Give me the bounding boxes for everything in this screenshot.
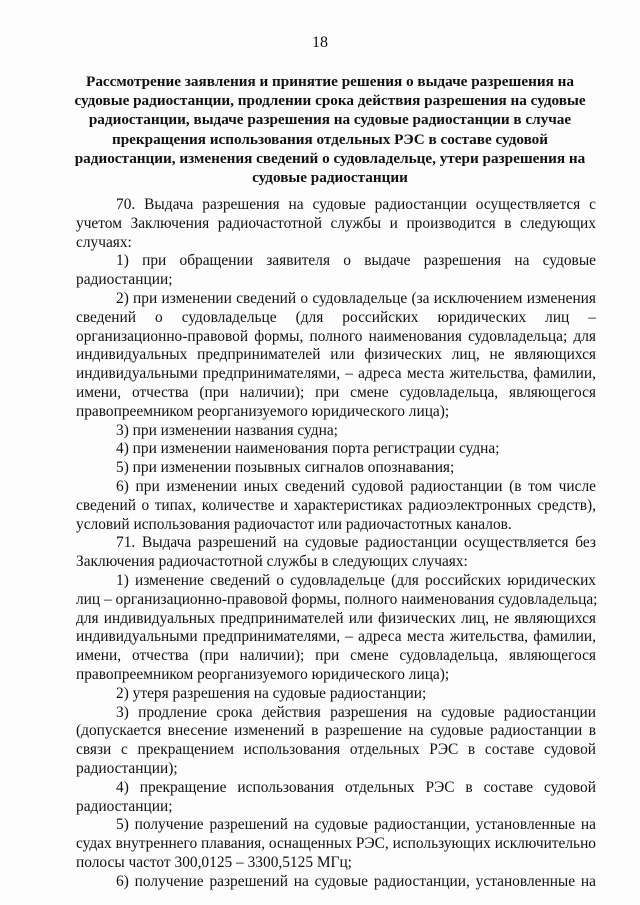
text-line: судах внутреннего плавания, оснащенных РЭС, использующих исключительно (76, 835, 596, 853)
text-line: 3) продление срока действия разрешения на судовые радиостанции (116, 703, 596, 721)
text-line: правопреемником реорганизуемого юридического лица); (76, 665, 450, 683)
text-line: радиостанции); (76, 759, 178, 777)
text-line: 6) при изменении иных сведений судовой радиостанции (в том числе (116, 477, 596, 495)
heading-line: судовые радиостанции, продлении срока действия разрешения на судовые (74, 92, 586, 110)
heading-line: Рассмотрение заявления и принятие решения о выдаче разрешения на (86, 73, 574, 90)
text-line: лиц – организационно-правовой формы, полного наименования судовладельца; (76, 590, 598, 608)
text-line: радиостанции; (76, 271, 173, 289)
text-line: 5) при изменении позывных сигналов опознавания; (116, 459, 455, 477)
text-line: 6) получение разрешений на судовые радиостанции, установленные на (116, 872, 596, 890)
text-line: имени, отчества (при наличии); при смене судовладельца, являющегося (76, 383, 596, 401)
text-line: индивидуальных предпринимателей или физических лиц, не являющихся (76, 346, 596, 364)
text-line: сведений о типах, количестве и характеристиках радиоэлектронных средств), (76, 496, 596, 514)
text-line: случаях: (76, 233, 132, 251)
text-line: индивидуальными предпринимателями, – адреса места жительства, фамилии, (76, 628, 596, 646)
heading-line: судовые радиостанции (252, 169, 408, 187)
heading-line: радиостанции, выдаче разрешения на судовые радиостанции в случае (88, 111, 572, 129)
document-body (76, 196, 596, 891)
text-line: полосы частот 300,0125 – 3300,5125 МГц; (76, 853, 352, 871)
text-line: организационно-правовой формы, полного наименования судовладельца; для (76, 327, 596, 345)
text-line: сведений о судовладельце (для российских юридических лиц – (76, 308, 596, 326)
text-line: учетом Заключения радиочастотной службы и производится в следующих (76, 214, 596, 232)
text-line: 3) при изменении названия судна; (116, 421, 338, 439)
text-line: Заключения радиочастотной службы в следующих случаях: (76, 553, 468, 571)
page-number: 18 (312, 34, 328, 51)
section-heading (70, 72, 590, 187)
text-line: 70. Выдача разрешения на судовые радиостанции осуществляется с (116, 196, 596, 213)
text-line: связи с прекращением использования отдельных РЭС в составе судовой (76, 741, 596, 759)
text-line: 5) получение разрешений на судовые радиостанции, установленные на (116, 816, 596, 834)
text-line: 4) при изменении наименования порта регистрации судна; (116, 440, 500, 458)
text-line: радиостанции; (76, 797, 173, 815)
text-line: (допускается внесение изменений в разрешение на судовые радиостанции в (76, 722, 596, 740)
text-line: условий использования радиочастот или радиочастотных каналов. (76, 515, 512, 533)
text-line: правопреемником реорганизуемого юридического лица); (76, 402, 450, 420)
text-line: 1) изменение сведений о судовладельце (для российских юридических (116, 571, 596, 589)
heading-line: прекращения использования отдельных РЭС в составе судовой (111, 130, 549, 148)
text-line: индивидуальными предпринимателями, – адреса места жительства, фамилии, (76, 365, 596, 383)
text-line: 2) утеря разрешения на судовые радиостанции; (116, 684, 427, 702)
heading-line: радиостанции, изменения сведений о судовладельце, утери разрешения на (74, 149, 586, 167)
text-line: для индивидуальных предпринимателей или физических лиц, не являющихся (76, 609, 596, 627)
text-line: 1) при обращении заявителя о выдаче разрешения на судовые (116, 252, 596, 270)
text-line: имени, отчества (при наличии); при смене судовладельца, являющегося (76, 647, 596, 665)
text-line: 4) прекращение использования отдельных РЭС в составе судовой (116, 778, 596, 796)
text-line: 2) при изменении сведений о судовладельце (за исключением изменения (116, 289, 596, 307)
text-line: 71. Выдача разрешений на судовые радиостанции осуществляется без (116, 534, 596, 552)
